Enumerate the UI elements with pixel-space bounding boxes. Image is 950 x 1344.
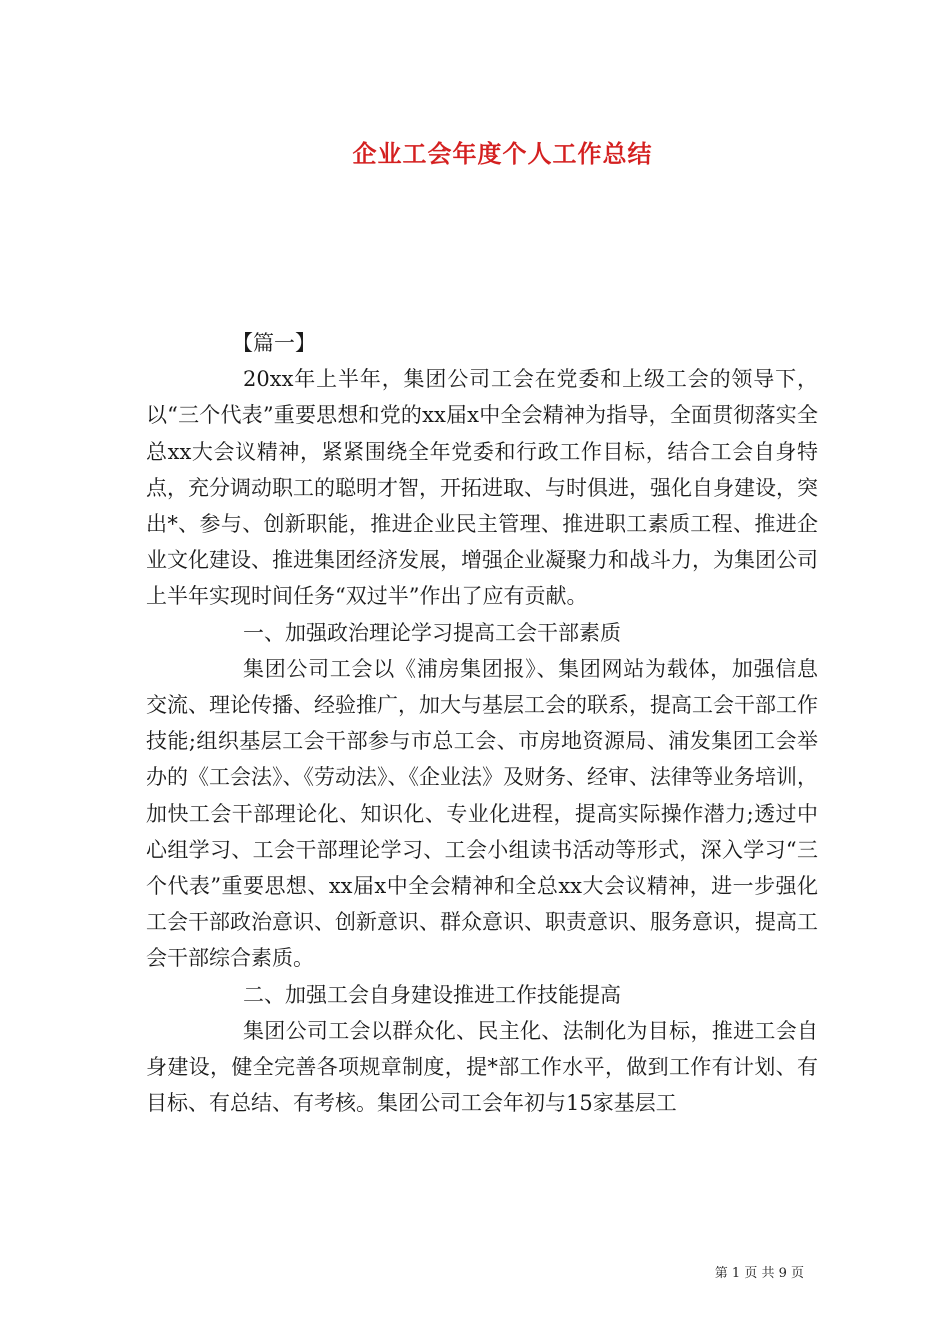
section-tag: 【篇一】 [232, 331, 316, 355]
paragraph-section-2: 集团公司工会以群众化、民主化、法制化为目标，推进工会自身建设，健全完善各项规章制度，提*部工作水平，做到工作有计划、有目标、有总结、有考核。集团公司工会年初与15家基层工 [146, 1018, 818, 1116]
paragraph-intro: 20xx年上半年，集团公司工会在党委和上级工会的领导下，以“三个代表”重要思想和党的xx届x中全会精神为指导，全面贯彻落实全总xx大会议精神，紧紧围绕全年党委和行政工作目标，结合工会自身特点，充分调动职工的聪明才智，开拓进取、与时俱进，强化自身建设，突出*、参与、创新职能，推进企业民主管理、推进职工素质工程、推进企业文化建设、推进集团经济发展，增强企业凝聚力和战斗力，为集团公司上半年实现时间任务“双过半”作出了应有贡献。 [146, 367, 818, 609]
section-heading-2: 二、加强工会自身建设推进工作技能提高 [243, 982, 621, 1007]
page-number: 第 1 页 共 9 页 [714, 1266, 804, 1281]
paragraph-section-1: 集团公司工会以《浦房集团报》、集团网站为载体，加强信息交流、理论传播、经验推广，加大与基层工会的联系，提高工会干部工作技能;组织基层工会干部参与市总工会、市房地资源局、浦发集团工会举办的《工会法》、《劳动法》、《企业法》及财务、经审、法律等业务培训，加快工会干部理论化、知识化、专业化进程，提高实际操作潜力;透过中心组学习、工会干部理论学习、工会小组读书活动等形式，深入学习“三个代表”重要思想、xx届x中全会精神和全总xx大会议精神，进一步强化工会干部政治意识、创新意识、群众意识、职责意识、服务意识，提高工会干部综合素质。 [146, 656, 818, 971]
page-title: 企业工会年度个人工作总结 [352, 139, 653, 168]
section-heading-1: 一、加强政治理论学习提高工会干部素质 [243, 620, 621, 645]
document-body [146, 325, 818, 1121]
